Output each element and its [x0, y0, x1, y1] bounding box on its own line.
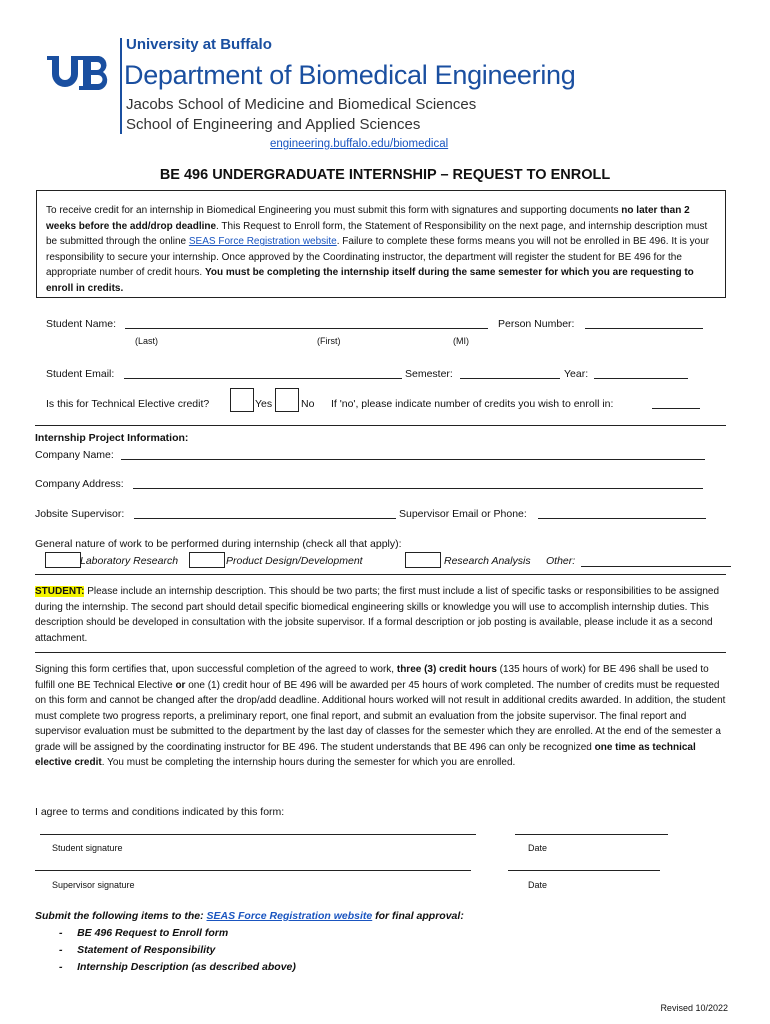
supervisor-label: Jobsite Supervisor: — [35, 508, 125, 520]
other-field[interactable] — [581, 566, 731, 567]
tech-elective-yes-checkbox[interactable] — [230, 388, 254, 412]
student-note-text: Please include an internship description. This should be two parts; the first must include a list of specific tasks or responsibilities to be assigned during the internship. The second part should detail specific biomedical engineering skills or knowledge you will use to accomplish internship duties. This description should be developed in consultation with the jobsite supervisor. If a formal description or job posting is available, please include it as a second attachment. — [35, 586, 720, 644]
student-name-field[interactable] — [125, 328, 488, 329]
person-number-label: Person Number: — [498, 318, 575, 330]
supervisor-contact-label: Supervisor Email or Phone: — [399, 508, 527, 520]
seas-force-link[interactable]: SEAS Force Registration website — [188, 236, 337, 248]
research-analysis-label: Research Analysis — [444, 555, 531, 567]
submit-item-1: BE 496 Request to Enroll form — [77, 927, 229, 939]
student-signature-caption: Student signature — [52, 843, 123, 853]
student-signature-field[interactable] — [40, 834, 476, 835]
first-name-caption: (First) — [317, 336, 341, 346]
no-label: No — [301, 398, 315, 410]
school-name-2: School of Engineering and Applied Sciences — [126, 116, 421, 133]
section-divider-3 — [35, 652, 726, 653]
submit-suffix: for final approval: — [372, 910, 464, 922]
tech-elective-question: Is this for Technical Elective credit? — [46, 398, 210, 410]
student-date-caption: Date — [528, 843, 548, 853]
semester-label: Semester: — [405, 368, 453, 380]
section-divider — [35, 425, 726, 426]
terms-one-time: one time as technical elective credit — [35, 741, 696, 768]
department-name: Department of Biomedical Engineering — [124, 60, 576, 90]
student-email-field[interactable] — [124, 378, 402, 379]
terms-or: or — [175, 679, 186, 691]
supervisor-field[interactable] — [134, 518, 396, 519]
section-divider-2 — [35, 574, 726, 575]
terms-text-1: Signing this form certifies that, upon successful completion of the agreed to work, — [35, 664, 397, 675]
terms-text — [35, 662, 727, 771]
intro-box — [36, 190, 726, 298]
supervisor-date-caption: Date — [528, 880, 548, 890]
submit-item-2: Statement of Responsibility — [77, 944, 216, 956]
work-nature-label: General nature of work to be performed during internship (check all that apply): — [35, 538, 402, 550]
department-url-link[interactable]: engineering.buffalo.edu/biomedical — [270, 138, 449, 150]
submit-instructions — [35, 910, 464, 922]
student-note — [35, 584, 727, 646]
other-label: Other: — [546, 555, 576, 567]
year-label: Year: — [564, 368, 589, 380]
submit-item: - BE 496 Request to Enroll form — [59, 927, 229, 939]
student-email-label: Student Email: — [46, 368, 115, 380]
intro-text-2: . This Request to Enroll form, the Statement of Responsibility on the next page, and internship description must be submitted through the online — [46, 220, 708, 248]
student-note-label: STUDENT: — [35, 586, 85, 597]
submit-prefix: Submit the following items to the: — [35, 910, 207, 922]
intro-text — [46, 203, 718, 297]
supervisor-contact-field[interactable] — [538, 518, 706, 519]
project-info-heading: Internship Project Information: — [35, 432, 189, 444]
company-address-label: Company Address: — [35, 478, 124, 490]
intro-text-1: To receive credit for an internship in Biomedical Engineering you must submit this form with signatures and supporting documents — [46, 205, 622, 216]
intro-deadline: no later than 2 weeks before the add/drop deadline — [46, 205, 690, 232]
supervisor-signature-caption: Supervisor signature — [52, 880, 135, 890]
terms-text-4: . You must be completing the internship hours during the semester for which you are enrolled. — [101, 757, 516, 768]
student-name-label: Student Name: — [46, 318, 117, 330]
supervisor-date-field[interactable] — [508, 870, 660, 871]
submit-item: - Internship Description (as described above) — [59, 961, 296, 973]
form-title: BE 496 UNDERGRADUATE INTERNSHIP – REQUEST TO ENROLL — [159, 167, 611, 183]
credits-question: If 'no', please indicate number of credits you wish to enroll in: — [331, 398, 614, 410]
laboratory-research-label: Laboratory Research — [80, 555, 179, 567]
header-divider — [120, 38, 122, 134]
product-design-checkbox[interactable] — [189, 552, 225, 568]
company-name-field[interactable] — [121, 459, 705, 460]
university-name: University at Buffalo — [126, 36, 272, 53]
submit-item: - Statement of Responsibility — [59, 944, 216, 956]
middle-initial-caption: (MI) — [453, 336, 469, 346]
terms-text-3: one (1) credit hour of BE 496 will be awarded per 45 hours of work completed. The number of credits must be requested on this form and cannot be changed after the drop/add deadline. Additional hours worked will not result in additional credits awarded. In addition, the student must complete two progress reports, a preliminary report, one final report, and submit an evaluation from the jobsite supervisor. The final report and supervisor evaluation must be submitted to the department by the last day of classes for the semester which they are enrolled. At the end of the semester a grade will be assigned by the coordinating instructor for BE 496. The student understands that BE 496 can only be recognized — [35, 679, 726, 753]
intro-text-3: . Failure to complete these forms means you will not be enrolled in BE 496. It is your responsibility to secure your internship. Once approved by the Coordinating instructor, the department will register the student for BE 496 for the appropriate number of credit hours. — [46, 236, 710, 279]
agree-statement: I agree to terms and conditions indicated by this form: — [35, 806, 285, 818]
student-date-field[interactable] — [515, 834, 668, 835]
seas-force-link-2[interactable]: SEAS Force Registration website — [206, 910, 373, 922]
yes-label: Yes — [255, 398, 273, 410]
revision-date: Revised 10/2022 — [660, 1003, 728, 1013]
company-name-label: Company Name: — [35, 449, 114, 461]
submit-item-3: Internship Description (as described above) — [77, 961, 296, 973]
year-field[interactable] — [594, 378, 688, 379]
laboratory-research-checkbox[interactable] — [45, 552, 81, 568]
person-number-field[interactable] — [585, 328, 703, 329]
school-name-1: Jacobs School of Medicine and Biomedical Sciences — [126, 96, 477, 113]
terms-credit-hours: three (3) credit hours — [396, 664, 497, 675]
ub-logo-icon — [45, 52, 113, 92]
terms-text-2: (135 hours of work) for BE 496 shall be used to fulfill one BE Technical Elective — [35, 664, 709, 691]
product-design-label: Product Design/Development — [226, 555, 363, 567]
semester-field[interactable] — [460, 378, 560, 379]
tech-elective-no-checkbox[interactable] — [275, 388, 299, 412]
intro-requirement: You must be completing the internship itself during the same semester for which you are requesting to enroll in credits. — [46, 267, 694, 294]
supervisor-signature-field[interactable] — [35, 870, 471, 871]
last-name-caption: (Last) — [135, 336, 159, 346]
company-address-field[interactable] — [133, 488, 703, 489]
research-analysis-checkbox[interactable] — [405, 552, 441, 568]
credits-field[interactable] — [652, 408, 700, 409]
